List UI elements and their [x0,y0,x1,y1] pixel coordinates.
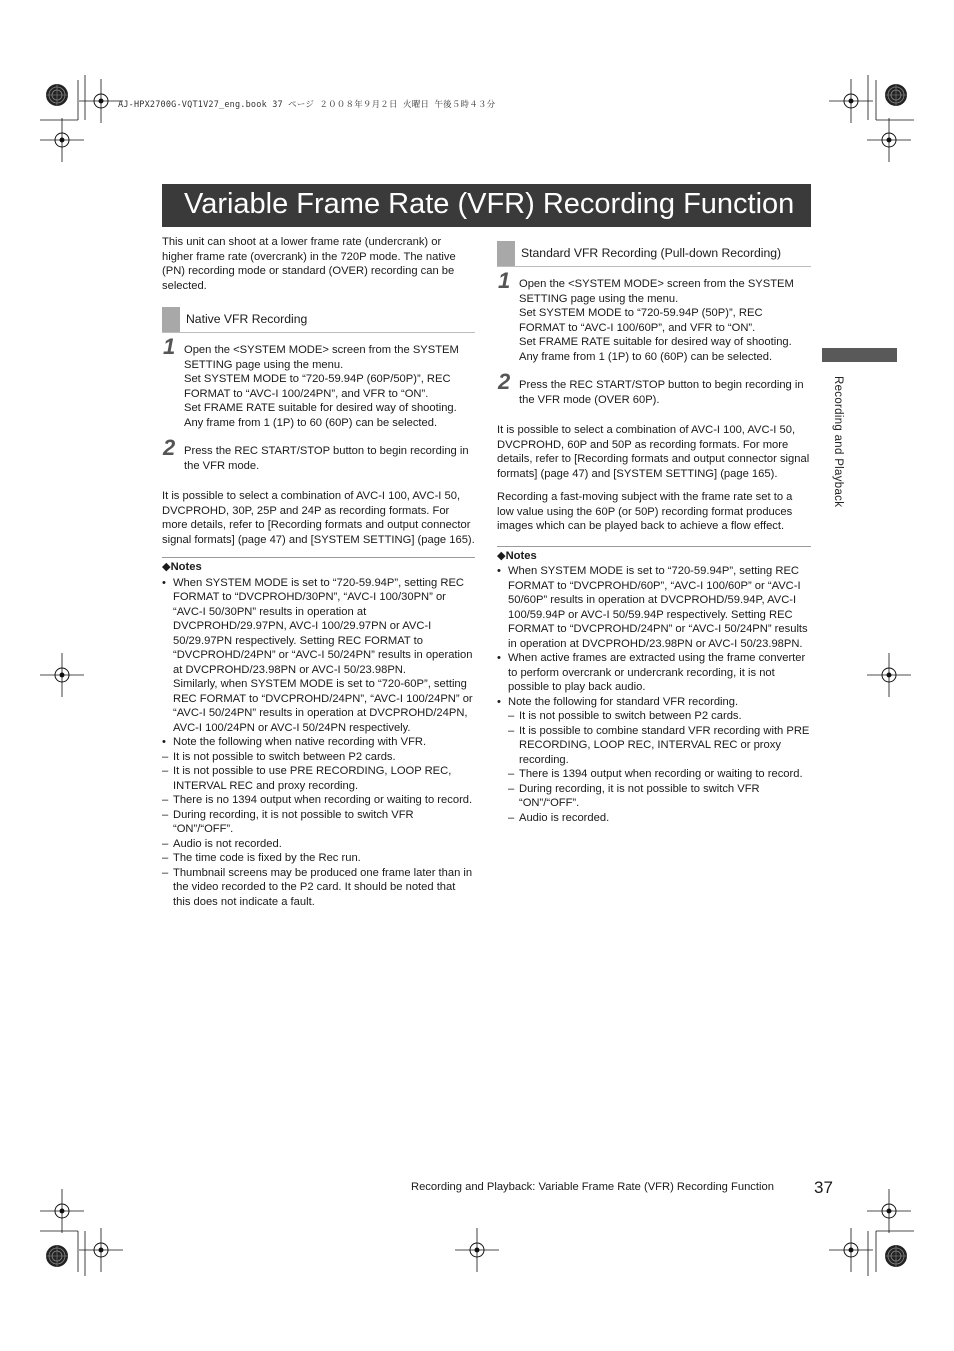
notes-list [162,576,475,910]
notes-list [497,564,811,825]
section-heading-native [162,307,475,333]
step-2 [162,435,475,473]
step-number: 1 [163,334,176,359]
intro-paragraph: This unit can shoot at a lower frame rate (undercrank) or higher frame rate (overcrank) in the 720P mode. The native (PN) recording mode or standard (OVER) recording can be selected. [162,236,456,292]
step-line: Set SYSTEM MODE to “720-59.94P (60P/50P)”, REC FORMAT to “AVC-I 100/24PN”, and VFR to “ON”. [184,373,451,400]
bottom-center-mark [455,1228,499,1272]
notes-title: ◆Notes [497,549,537,562]
sub-note: – During recording, it is not possible to switch VFR “ON”/“OFF”. [508,782,811,811]
sub-note: – There is no 1394 output when recording or waiting to record. [162,793,475,808]
bottom-right-marks [829,1189,914,1276]
note-text-continued: Similarly, when SYSTEM MODE is set to “720-60P”, setting REC FORMAT to “DVCPROHD/24PN”, “AVC-I 100/24PN” or “AVC-I 50/24PN” results in operation at DVCPROHD/24PN, AVC-I 100/24PN or AVC-I 50/24PN respectively. [173,678,473,734]
step-line: Set FRAME RATE suitable for desired way of shooting. Any frame from 1 (1P) to 60 (60P) can be selected. [519,336,792,363]
sub-note: – It is not possible to use PRE RECORDING, LOOP REC, INTERVAL REC and proxy recording. [162,764,475,793]
sub-note: – Thumbnail screens may be produced one frame later than in the video recorded to the P2 card. It should be noted that this does not indicate a fault. [162,866,475,910]
note-item [162,735,475,909]
step-line: Set FRAME RATE suitable for desired way of shooting. Any frame from 1 (1P) to 60 (60P) can be selected. [184,402,457,429]
step-2 [497,369,811,407]
notes-section [162,557,475,909]
step-line: Press the REC START/STOP button to begin recording in the VFR mode (OVER 60P). [519,379,804,406]
top-left-marks [40,75,123,162]
heading-tab [162,307,180,332]
footer-text: Recording and Playback: Variable Frame Rate (VFR) Recording Function [411,1181,774,1193]
note-item: • When active frames are extracted using the frame converter to perform overcrank or undercrank recording, it is not possible to play back audio. [497,651,811,695]
step-number: 1 [498,268,511,293]
step-line: Press the REC START/STOP button to begin recording in the VFR mode. [184,445,469,472]
sub-note: – Audio is not recorded. [162,837,475,852]
sub-note: – It is possible to combine standard VFR recording with PRE RECORDING, LOOP REC, INTERVAL REC or proxy recording. [508,724,811,768]
step-1 [497,268,811,364]
bottom-left-marks [40,1189,123,1276]
step-1 [162,334,475,430]
section-heading-text: Standard VFR Recording (Pull-down Recording) [521,246,782,261]
note-text: Note the following for standard VFR recording. [508,695,739,708]
note-sublist [162,750,475,910]
left-column [162,235,475,909]
step-line: Set SYSTEM MODE to “720-59.94P (50P)”, REC FORMAT to “AVC-I 100/60P”, and VFR to “ON”. [519,307,763,334]
page-number: 37 [814,1178,833,1197]
note-item: • When SYSTEM MODE is set to “720-59.94P”, setting REC FORMAT to “DVCPROHD/60P”, “AVC-I 100/60P” or “AVC-I 50/60P” results in operation at DVCPROHD/59.94P, AVC-I 100/59.94P or AVC-I 50/59.94P respectively. Setting REC FORMAT to “DVCPROHD/24PN” or “AVC-I 50/24PN” results in operation at DVCPROHD/23.98PN or AVC-I 50/23.98PN. [497,564,811,651]
step-line: Open the <SYSTEM MODE> screen from the SYSTEM SETTING page using the menu. [184,344,459,371]
step-number: 2 [163,435,176,460]
heading-tab [497,241,515,266]
section-heading-standard [497,241,811,267]
right-column [497,241,811,825]
step-line: Open the <SYSTEM MODE> screen from the SYSTEM SETTING page using the menu. [519,278,794,305]
flow-effect-paragraph: Recording a fast-moving subject with the frame rate set to a low value using the 60P (or 50P) recording format produces images which can be played back to achieve a flow effect. [497,491,793,532]
sub-note: – It is not possible to switch between P2 cards. [508,709,811,724]
sub-note: – It is not possible to switch between P2 cards. [162,750,475,765]
note-text: Note the following when native recording with VFR. [173,736,427,748]
note-text: When SYSTEM MODE is set to “720-59.94P”, setting REC FORMAT to “DVCPROHD/30PN”, “AVC-I 100/30PN” or “AVC-I 50/30PN” results in operation at DVCPROHD/29.97PN, AVC-I 100/29.97PN or AVC-I 50/29.97PN respectively. Setting REC FORMAT to “DVCPROHD/24PN” or “AVC-I 50/24PN” results in operation at DVCPROHD/23.98PN or AVC-I 50/23.98PN. [173,576,473,676]
sub-note: – The time code is fixed by the Rec run. [162,851,475,866]
sub-note: – During recording, it is not possible to switch VFR “ON”/“OFF”. [162,808,475,837]
formats-paragraph: It is possible to select a combination of AVC-I 100, AVC-I 50, DVCPROHD, 60P and 50P as recording formats. For more details, refer to [Recording formats and output connector signal formats] (page 47) and [SYSTEM SETTING] (page 165). [497,424,810,480]
chapter-label: Recording and Playback [832,376,844,508]
section-heading-text: Native VFR Recording [186,312,308,327]
step-number: 2 [498,369,511,394]
sub-note: – There is 1394 output when recording or waiting to record. [508,767,811,782]
note-sublist [508,709,811,825]
note-item [497,695,811,826]
note-item [162,576,475,736]
top-right-marks [829,75,914,162]
print-header: AJ-HPX2700G-VQT1V27_eng.book 37 ページ ２００８年９月２日 火曜日 午後５時４３分 [118,100,496,110]
notes-section [497,546,811,826]
sub-note: – Audio is recorded. [508,811,811,826]
formats-paragraph: It is possible to select a combination of AVC-I 100, AVC-I 50, DVCPROHD, 30P, 25P and 24P as recording formats. For more details, refer to [Recording formats and output connector signal formats] (page 47) and [SYSTEM SETTING] (page 165). [162,490,475,546]
notes-title: ◆Notes [162,561,202,573]
chapter-tab [822,348,897,362]
page-title: Variable Frame Rate (VFR) Recording Function [162,184,811,227]
